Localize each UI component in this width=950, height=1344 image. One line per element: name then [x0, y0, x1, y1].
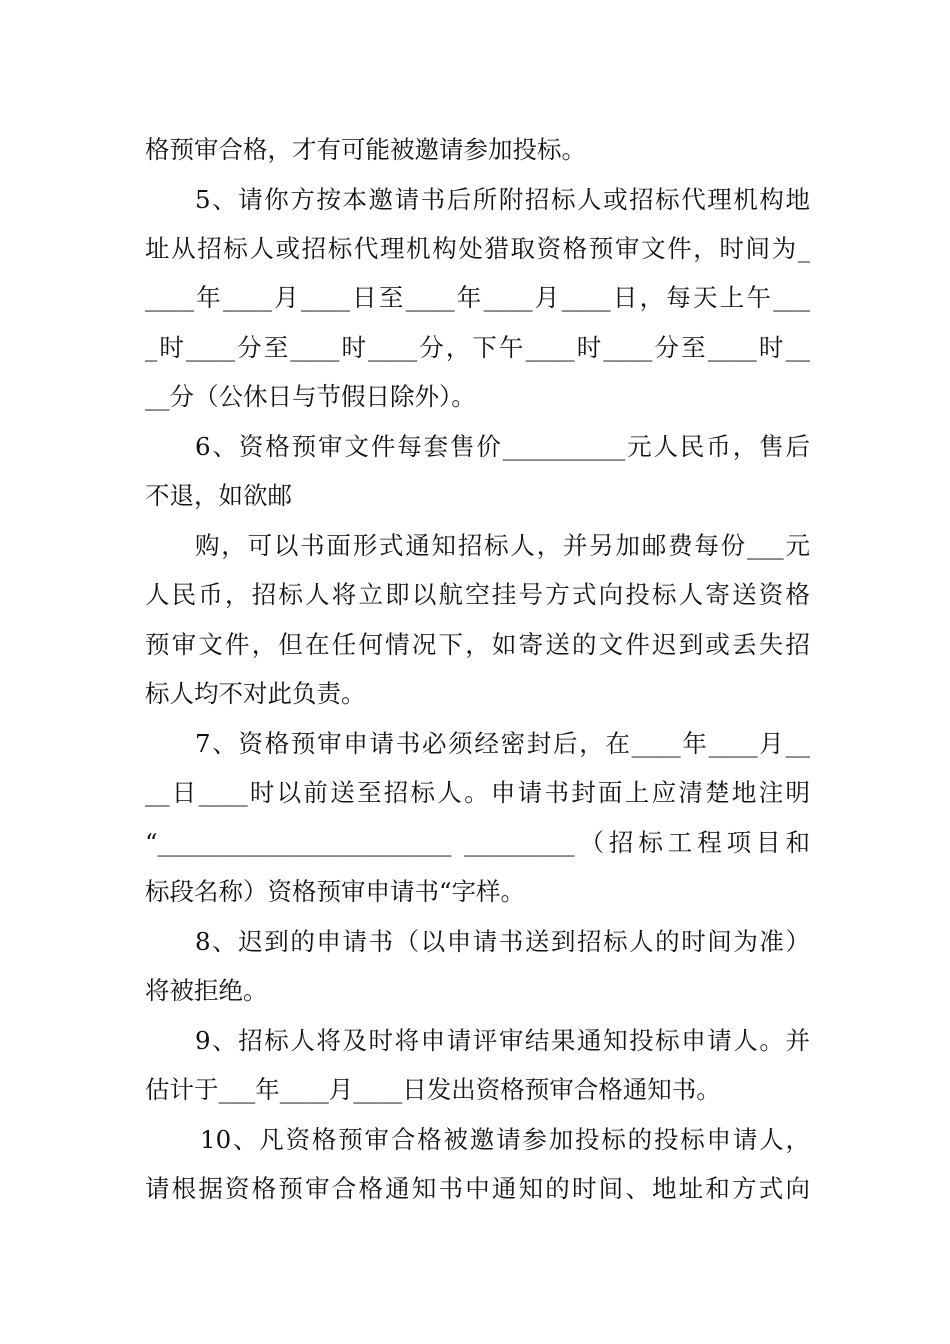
- item-7-line-2: __日____时以前送至招标人。申请书封面上应清楚地注明: [145, 778, 810, 807]
- item-5-line-5: __分（公休日与节假日除外）。: [145, 382, 476, 411]
- item-5-line-2: 址从招标人或招标代理机构处猎取资格预审文件，时间为_: [145, 234, 810, 263]
- item-10-line-2: 请根据资格预审合格通知书中通知的时间、地址和方式向: [145, 1174, 810, 1203]
- item-6-line-1: 6、资格预审文件每套售价__________元人民币，售后: [195, 432, 810, 461]
- item-5-line-1: 5、请你方按本邀请书后所附招标人或招标代理机构地: [195, 185, 810, 214]
- item-6-line-2: 不退，如欲邮: [145, 481, 292, 510]
- item-8-line-2: 将被拒绝。: [145, 976, 268, 1005]
- item-6-line-4: 人民币，招标人将立即以航空挂号方式向投标人寄送资格: [145, 580, 810, 609]
- item-5-line-4: _时____分至____时____分，下午____时____分至____时__: [145, 333, 810, 362]
- item-7-line-1: 7、资格预审申请书必须经密封后，在____年____月__: [195, 729, 810, 758]
- item-7-line-4: 标段名称）资格预审申请书“字样。: [145, 877, 526, 906]
- item-7-line-3: “________________________ _________（招标工程项目和: [145, 828, 810, 857]
- item-10-line-1: 10、凡资格预审合格被邀请参加投标的投标申请人，: [200, 1125, 810, 1154]
- item-6-line-5: 预审文件，但在任何情况下，如寄送的文件迟到或丢失招: [145, 630, 810, 659]
- item-6-line-3: 购，可以书面形式通知招标人，并另加邮费每份___元: [195, 531, 810, 560]
- item-5-line-3: ____年____月____日至____年____月____日，每天上午___: [145, 283, 810, 312]
- item-6-line-6: 标人均不对此负责。: [145, 679, 366, 708]
- item-8-line-1: 8、迟到的申请书（以申请书送到招标人的时间为准）: [195, 927, 810, 956]
- paragraph-line: 格预审合格，才有可能被邀请参加投标。: [145, 135, 586, 164]
- item-9-line-2: 估计于___年____月____日发出资格预审合格通知书。: [145, 1075, 721, 1104]
- item-9-line-1: 9、招标人将及时将申请评审结果通知投标申请人。并: [195, 1026, 810, 1055]
